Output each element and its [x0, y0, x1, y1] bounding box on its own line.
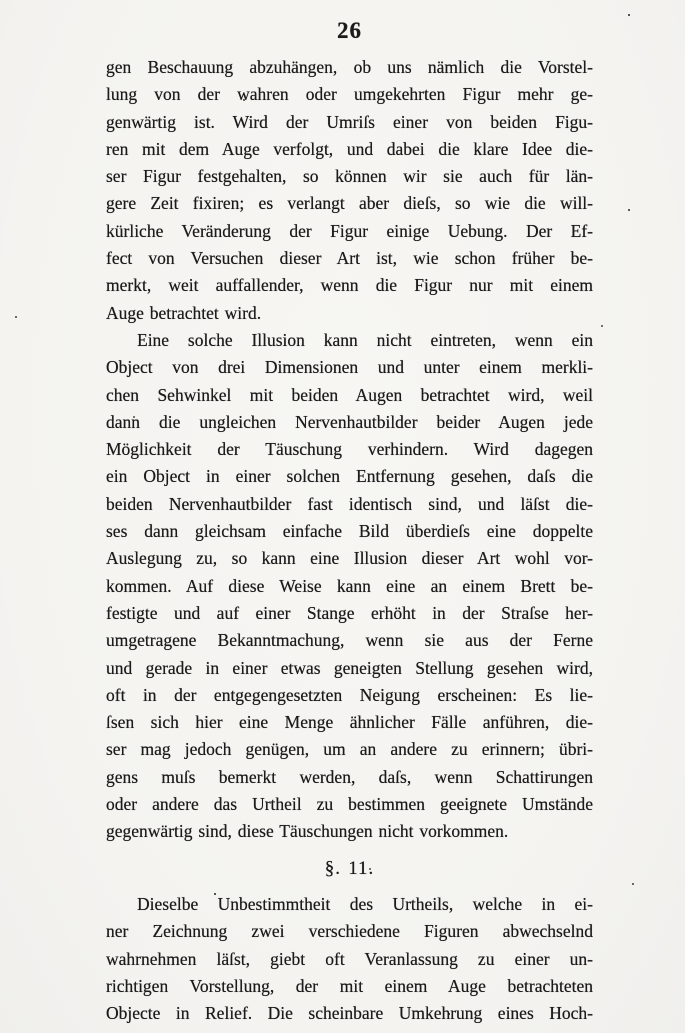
- page-body: [106, 54, 593, 1027]
- text-line: ein Object in einer solchen Entfernung gesehen, daſs die: [106, 466, 593, 487]
- text-line: ner Zeichnung zwei verschiedene Figuren abwechselnd: [106, 921, 593, 942]
- text-line: dann die ungleichen Nervenhautbilder beider Augen jede: [106, 411, 593, 432]
- text-line: ser mag jedoch genügen, um an andere zu erinnern; übri-: [106, 739, 593, 760]
- text-line: und gerade in einer etwas geneigten Stellung gesehen wird,: [106, 657, 593, 678]
- text-line: kürliche Veränderung der Figur einige Uebung. Der Ef-: [106, 220, 593, 241]
- section-heading: §. 11.: [324, 857, 375, 879]
- paragraph-continuation: [106, 54, 593, 327]
- text-line: gens muſs bemerkt werden, daſs, wenn Schattirungen: [106, 766, 593, 787]
- page-number: 26: [337, 18, 362, 43]
- text-line: oft in der entgegengesetzten Neigung erscheinen: Es lie-: [106, 684, 593, 705]
- text-line: kommen. Auf diese Weise kann eine an einem Brett be-: [106, 575, 593, 596]
- text-line: richtigen Vorstellung, der mit einem Auge betrachteten: [106, 975, 593, 996]
- text-line: ser Figur festgehalten, so können wir sie auch für län-: [106, 166, 593, 187]
- text-line: lung von der wahren oder umgekehrten Figur mehr ge-: [106, 84, 593, 105]
- text-line: wahrnehmen läſst, giebt oft Veranlassung zu einer un-: [106, 948, 593, 969]
- text-line: Objecte in Relief. Die scheinbare Umkehrung eines Hoch-: [106, 1003, 593, 1024]
- text-line: chen Sehwinkel mit beiden Augen betrachtet wird, weil: [106, 384, 593, 405]
- text-line: festigte und auf einer Stange erhöht in der Straſse her-: [106, 602, 593, 623]
- text-line: umgetragene Bekanntmachung, wenn sie aus der Ferne: [106, 630, 593, 651]
- text-line: Auslegung zu, so kann eine Illusion dieser Art wohl vor-: [106, 548, 593, 569]
- text-line: genwärtig ist. Wird der Umriſs einer von beiden Figu-: [106, 111, 593, 132]
- text-line: oder andere das Urtheil zu bestimmen geeignete Umstände: [106, 794, 593, 815]
- text-line: gegenwärtig sind, diese Täuschungen nicht vorkommen.: [106, 821, 509, 842]
- text-line: beiden Nervenhautbilder fast identisch sind, und läſst die-: [106, 493, 593, 514]
- text-line: fect von Versuchen dieser Art ist, wie schon früher be-: [106, 248, 593, 269]
- paragraph-illusion: [106, 327, 593, 846]
- text-line: ren mit dem Auge verfolgt, und dabei die klare Idee die-: [106, 138, 593, 159]
- text-line: Dieselbe Unbestimmtheit des Urtheils, welche in ei-: [137, 893, 593, 914]
- scan-dust-specks: [0, 0, 2, 2]
- text-line: ses dann gleichsam einfache Bild überdieſs eine doppelte: [106, 521, 593, 542]
- text-line: Möglichkeit der Täuschung verhindern. Wird dagegen: [106, 439, 593, 460]
- text-line: Object von drei Dimensionen und unter einem merkli-: [106, 357, 593, 378]
- paragraph-section-11: [106, 891, 593, 1027]
- text-line: Auge betrachtet wird.: [106, 302, 262, 323]
- text-line: gen Beschauung abzuhängen, ob uns nämlich die Vorstel-: [106, 57, 593, 77]
- text-line: gere Zeit fixiren; es verlangt aber dieſs, so wie die will-: [106, 193, 593, 214]
- text-line: merkt, weit auffallender, wenn die Figur nur mit einem: [106, 275, 593, 296]
- text-line: ſsen sich hier eine Menge ähnlicher Fälle anführen, die-: [106, 712, 593, 733]
- text-line: Eine solche Illusion kann nicht eintreten, wenn ein: [137, 329, 593, 350]
